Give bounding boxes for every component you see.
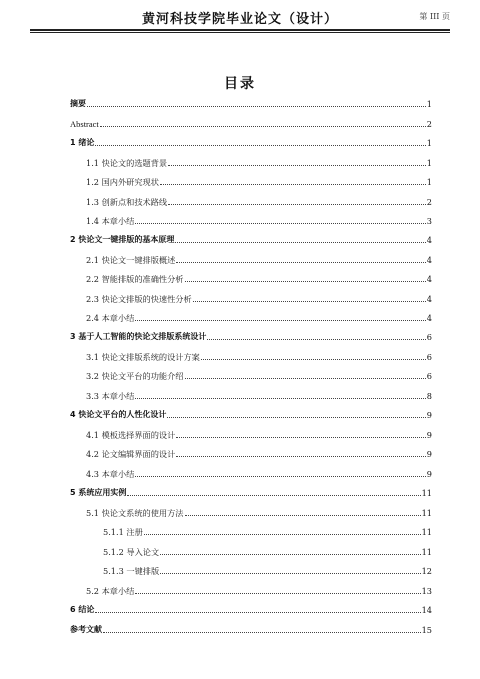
- toc-entry-abstract-cn[interactable]: [70, 96, 432, 109]
- toc-entry-4-3[interactable]: [86, 466, 432, 479]
- toc-entry-1-2[interactable]: [86, 174, 432, 187]
- toc-leader-dots: [144, 533, 421, 535]
- toc-entry-references[interactable]: [70, 622, 432, 635]
- toc-leader-dots: [185, 514, 421, 516]
- toc-entry-page: 9: [426, 410, 432, 420]
- toc-entry-5-1-1[interactable]: [103, 524, 432, 537]
- toc-entry-text: 4.3 本章小结: [86, 468, 135, 479]
- toc-entry-page: 9: [426, 468, 432, 479]
- toc-entry-text: 1.4 本章小结: [86, 216, 135, 226]
- toc-leader-dots: [185, 377, 426, 379]
- toc-leader-dots: [135, 397, 425, 399]
- toc-entry-page: 4: [426, 254, 432, 265]
- toc-entry-3-3[interactable]: [86, 388, 432, 401]
- toc-entry-ch5[interactable]: [70, 485, 432, 498]
- toc-leader-dots: [103, 631, 421, 633]
- toc-entry-2-2[interactable]: [86, 271, 432, 284]
- header-page-label: 第 III 页: [419, 12, 450, 21]
- toc-entry-page: 4: [426, 235, 432, 245]
- toc-entry-ch1[interactable]: [70, 135, 432, 148]
- toc-entry-page: 13: [421, 585, 432, 596]
- toc-entry-1-1[interactable]: [86, 155, 432, 168]
- toc-leader-dots: [193, 300, 426, 302]
- toc-entry-page: 4: [426, 293, 432, 304]
- toc-entry-4-2[interactable]: [86, 446, 432, 459]
- toc-entry-page: 15: [421, 624, 432, 635]
- toc-entry-page: 3: [426, 216, 432, 226]
- toc-entry-page: 11: [421, 488, 432, 498]
- toc-entry-text: 2 快论文一键排版的基本原理: [70, 235, 175, 244]
- toc-leader-dots: [135, 319, 425, 321]
- toc-entry-5-2[interactable]: [86, 583, 432, 596]
- toc-leader-dots: [176, 455, 425, 457]
- toc-leader-dots: [168, 203, 426, 205]
- toc-leader-dots: [87, 105, 426, 107]
- toc-entry-text: 3.3 本章小结: [86, 390, 135, 401]
- toc-entry-text: 1.3 创新点和技术路线: [86, 196, 168, 207]
- header-title: 黄河科技学院毕业论文（设计）: [141, 12, 338, 27]
- toc-entry-page: 14: [421, 605, 432, 615]
- toc-entry-text: 2.1 快论文一键排版概述: [86, 254, 176, 265]
- toc-leader-dots: [95, 144, 425, 146]
- toc-entry-1-4[interactable]: [86, 213, 432, 226]
- toc-entry-text: 3.1 快论文排版系统的设计方案: [86, 351, 200, 362]
- toc-leader-dots: [207, 338, 425, 340]
- toc-entry-page: 2: [426, 196, 432, 207]
- toc-entry-2-4[interactable]: [86, 310, 432, 323]
- toc-leader-dots: [168, 164, 426, 166]
- toc-entry-text: 2.2 智能排版的准确性分析: [86, 274, 184, 284]
- toc-leader-dots: [135, 475, 425, 477]
- toc-entry-3-1[interactable]: [86, 349, 432, 362]
- toc-entry-ch2[interactable]: [70, 232, 432, 245]
- toc-entry-text: 5.1.1 注册: [103, 527, 143, 537]
- toc-leader-dots: [201, 358, 426, 360]
- toc-entry-page: 12: [421, 566, 432, 576]
- toc-entry-text: 1.1 快论文的选题背景: [86, 157, 168, 168]
- toc-entry-page: 1: [426, 99, 432, 109]
- toc-entry-5-1[interactable]: [86, 505, 432, 518]
- toc-entry-page: 11: [421, 546, 432, 557]
- toc-leader-dots: [185, 280, 426, 282]
- toc-entry-ch6[interactable]: [70, 602, 432, 615]
- toc-entry-text: 1.2 国内外研究现状: [86, 177, 159, 187]
- toc-entry-text: 2.4 本章小结: [86, 313, 135, 323]
- toc-leader-dots: [160, 572, 420, 574]
- toc-entry-text: 3.2 快论文平台的功能介绍: [86, 371, 184, 381]
- toc-entry-ch4[interactable]: [70, 407, 432, 420]
- toc-entry-2-1[interactable]: [86, 252, 432, 265]
- toc-entry-text: 4.1 模板选择界面的设计: [86, 429, 176, 440]
- toc-entry-text: 2.3 快论文排版的快速性分析: [86, 293, 192, 304]
- toc-entry-text: 5.1.2 导入论文: [103, 546, 160, 557]
- toc-entry-abstract-en[interactable]: [70, 116, 432, 129]
- toc-leader-dots: [95, 611, 420, 613]
- toc-entry-4-1[interactable]: [86, 427, 432, 440]
- toc-entry-5-1-2[interactable]: [103, 544, 432, 557]
- toc-entry-page: 1: [426, 138, 432, 148]
- toc-entry-text: 5.1.3 一键排版: [103, 566, 160, 576]
- toc-entry-page: 11: [421, 527, 432, 537]
- toc-entry-page: 9: [426, 429, 432, 440]
- toc-leader-dots: [160, 183, 426, 185]
- toc-leader-dots: [160, 553, 420, 555]
- toc-entry-text: 摘要: [70, 99, 86, 108]
- toc-entry-page: 6: [426, 371, 432, 381]
- toc-entry-page: 9: [426, 449, 432, 459]
- toc-leader-dots: [176, 261, 425, 263]
- toc-title: 目录: [224, 76, 256, 92]
- toc-leader-dots: [127, 494, 420, 496]
- toc-entry-text: 4 快论文平台的人性化设计: [70, 410, 167, 419]
- toc-entry-text: 3 基于人工智能的快论文排版系统设计: [70, 332, 207, 341]
- toc-entry-1-3[interactable]: [86, 194, 432, 207]
- toc-entry-page: 4: [426, 313, 432, 323]
- toc-entry-page: 1: [426, 157, 432, 168]
- toc-entry-page: 1: [426, 177, 432, 187]
- toc-entry-page: 4: [426, 274, 432, 284]
- toc-entry-3-2[interactable]: [86, 368, 432, 381]
- toc-entry-ch3[interactable]: [70, 329, 432, 342]
- toc-entry-text: 5 系统应用实例: [70, 488, 127, 497]
- toc-entry-2-3[interactable]: [86, 291, 432, 304]
- toc-entry-page: 2: [426, 118, 432, 129]
- toc-entry-text: Abstract: [70, 118, 99, 129]
- toc-entry-text: 6 结论: [70, 605, 95, 614]
- toc-leader-dots: [135, 222, 425, 224]
- toc-entry-page: 6: [426, 332, 432, 342]
- toc-leader-dots: [175, 241, 425, 243]
- toc-entry-5-1-3[interactable]: [103, 563, 432, 576]
- toc-entry-page: 11: [421, 507, 432, 518]
- toc-entry-page: 8: [426, 390, 432, 401]
- toc-entry-text: 5.2 本章小结: [86, 585, 135, 596]
- toc-entry-text: 4.2 论文编辑界面的设计: [86, 449, 176, 459]
- toc-leader-dots: [167, 416, 425, 418]
- toc-entry-page: 6: [426, 351, 432, 362]
- toc-entry-text: 1 绪论: [70, 138, 95, 147]
- toc-leader-dots: [100, 125, 426, 127]
- toc-entry-text: 5.1 快论文系统的使用方法: [86, 507, 184, 518]
- toc-entry-text: 参考文献: [70, 624, 102, 634]
- toc-leader-dots: [176, 436, 425, 438]
- toc-leader-dots: [135, 592, 420, 594]
